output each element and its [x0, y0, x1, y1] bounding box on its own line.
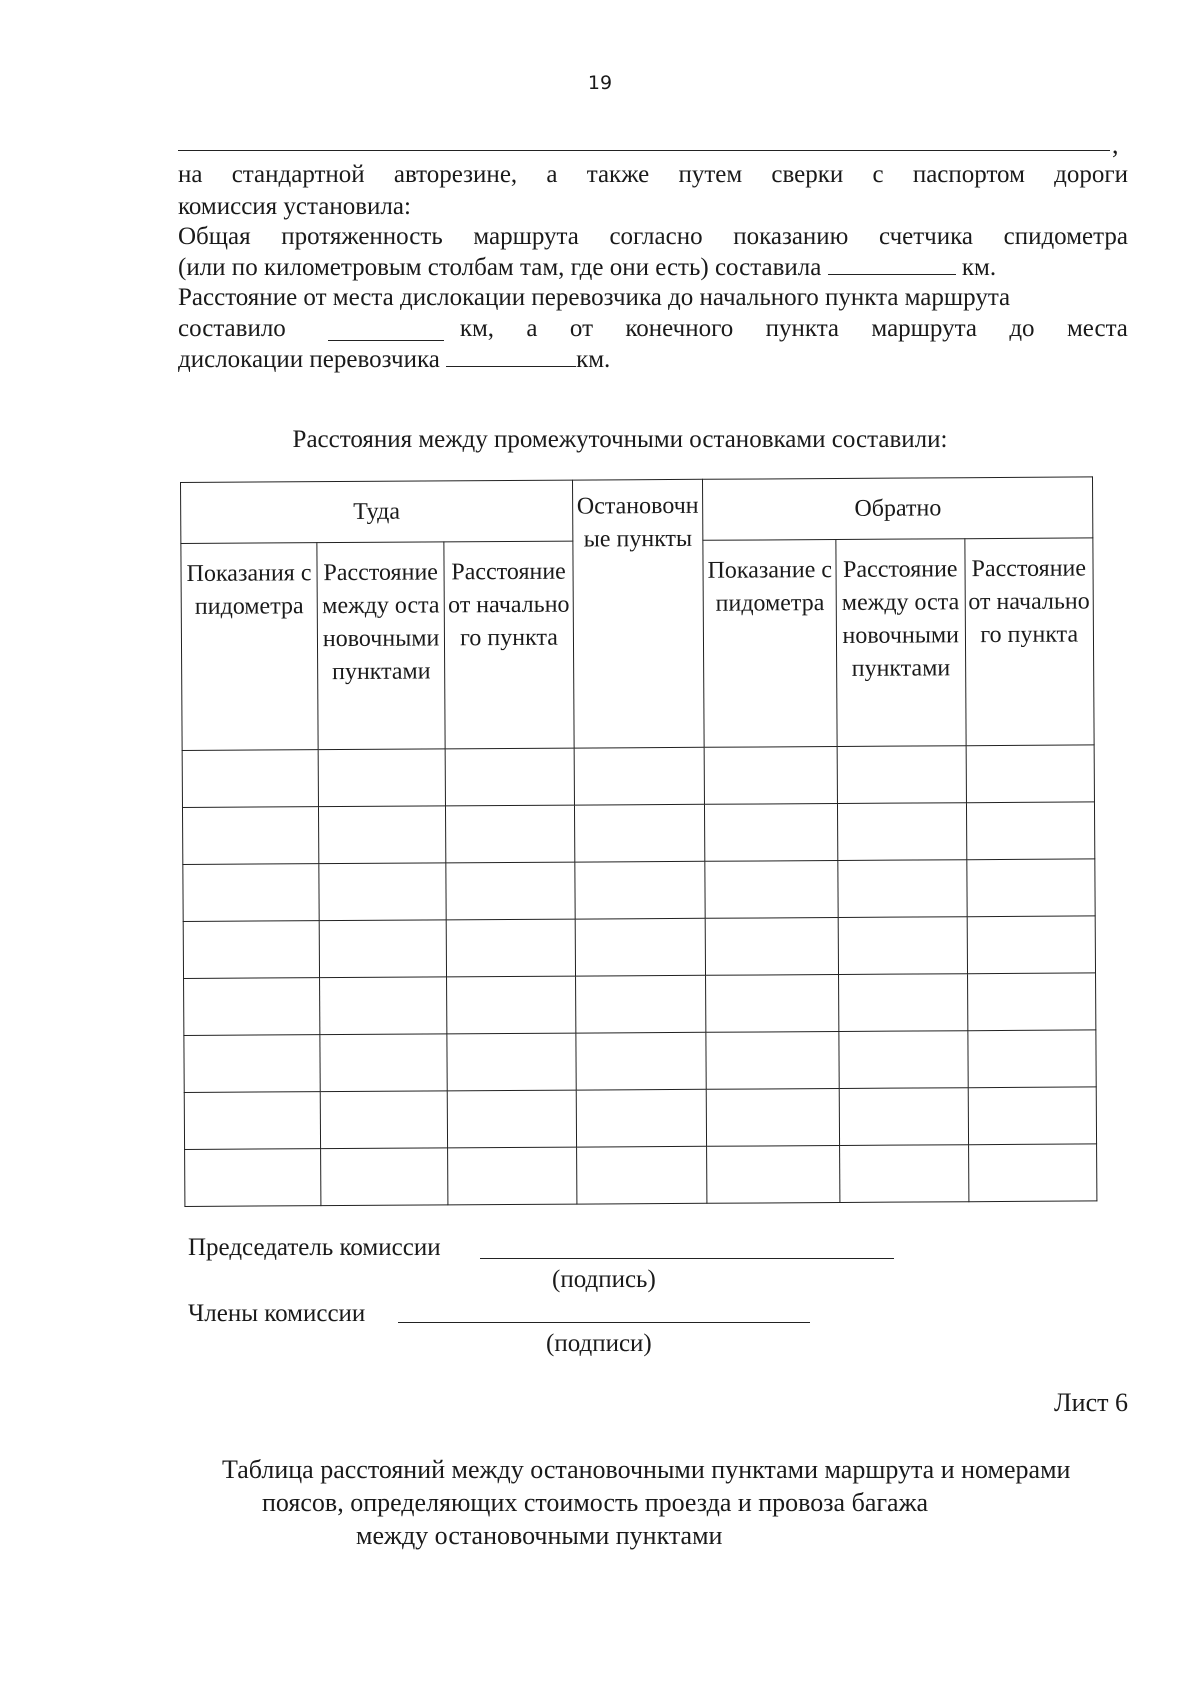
table-group-header-row	[181, 477, 1093, 544]
table-cell	[706, 917, 839, 975]
chairman-signature-line	[480, 1258, 894, 1259]
word: с	[872, 161, 884, 188]
table-cell	[183, 864, 319, 922]
end-distance-blank	[446, 344, 576, 367]
table-cell	[182, 807, 318, 865]
table-cell	[448, 1090, 577, 1148]
word: а	[526, 315, 538, 342]
table-cell	[184, 1092, 320, 1150]
header-there-speedometer: Показания спидометра	[181, 543, 318, 751]
table-cell	[968, 1087, 1097, 1145]
table-cell	[576, 1089, 707, 1147]
table-cell	[967, 973, 1096, 1031]
table-cell	[446, 919, 575, 977]
group-header-there: Туда	[181, 480, 573, 543]
table-cell	[966, 859, 1095, 917]
intro-line-1	[178, 160, 1128, 190]
word: сверки	[771, 161, 844, 188]
table-cell	[447, 976, 576, 1034]
table-cell	[446, 862, 575, 920]
intro-line-6-rest	[460, 314, 1128, 344]
blank-fill-line	[178, 150, 1110, 151]
table-cell	[575, 918, 706, 976]
chairman-note: (подпись)	[552, 1266, 656, 1293]
table-cell	[575, 975, 706, 1033]
table-cell	[966, 802, 1095, 860]
table-cell	[318, 806, 446, 864]
table-cell	[838, 860, 967, 918]
word: согласно	[609, 223, 703, 250]
table-cell	[319, 863, 447, 921]
table-cell	[967, 916, 1096, 974]
table-row	[183, 859, 1095, 922]
table-cell	[704, 746, 837, 804]
chairman-label: Председатель комиссии	[188, 1234, 441, 1261]
word: паспортом	[912, 161, 1025, 188]
word: также	[586, 161, 650, 188]
table-cell	[707, 1088, 840, 1146]
intro-line-3	[178, 222, 1128, 252]
table-cell	[837, 746, 966, 804]
intro-line-4-text: (или по километровым столбам там, где они есть) составила	[178, 254, 822, 281]
table-cell	[445, 748, 574, 806]
table-cell	[967, 1030, 1096, 1088]
table-cell	[321, 1148, 449, 1206]
intro-line-6-start: составило	[178, 315, 286, 342]
word: маршрута	[871, 315, 977, 342]
header-there-between-stops: Расстояние между остановочными пунктами	[317, 542, 446, 750]
table-cell	[705, 803, 838, 861]
word: а	[546, 161, 558, 188]
intro-line-7-unit: км.	[576, 346, 611, 373]
intro-line-7-text: дислокации перевозчика	[178, 346, 440, 373]
header-back-from-start: Расстояние от начального пункта	[964, 538, 1094, 746]
intro-line-4-unit: км.	[961, 254, 997, 281]
word: путем	[678, 161, 743, 188]
word: счетчика	[878, 223, 973, 250]
table-cell	[320, 1091, 448, 1149]
table-cell	[707, 1145, 840, 1203]
group-header-back: Обратно	[703, 477, 1093, 540]
word: показанию	[733, 223, 849, 250]
header-stops: Остановочные пункты	[572, 479, 704, 748]
page-number: 19	[587, 72, 613, 94]
word: конечного	[625, 315, 734, 342]
word: спидометра	[1003, 223, 1128, 250]
table-cell	[185, 1149, 321, 1207]
word: Общая	[178, 223, 251, 250]
table-cell	[706, 1031, 839, 1089]
table-cell	[183, 921, 319, 979]
table-cell	[576, 1032, 707, 1090]
header-back-speedometer: Показание спидометра	[703, 539, 837, 747]
table-row	[182, 745, 1094, 808]
table-cell	[575, 861, 706, 919]
table-cell	[320, 1034, 448, 1092]
table-cell	[574, 747, 705, 805]
members-label: Члены комиссии	[188, 1300, 366, 1327]
table-row	[185, 1144, 1097, 1207]
table-cell	[968, 1144, 1097, 1202]
table-cell	[446, 805, 575, 863]
table-cell	[839, 1088, 968, 1146]
distances-table	[180, 476, 1097, 1207]
table-cell	[576, 1146, 707, 1204]
caption-line-3: между остановочными пунктами	[356, 1521, 723, 1550]
table-row	[184, 973, 1096, 1036]
word: пункта	[765, 315, 840, 342]
table-cell	[184, 978, 320, 1036]
word: дороги	[1054, 161, 1128, 188]
table-row	[184, 1087, 1096, 1150]
word: протяженность	[281, 223, 443, 250]
table-cell	[184, 1035, 320, 1093]
table-cell	[840, 1145, 969, 1203]
table-cell	[318, 749, 446, 807]
caption-line-1: Таблица расстояний между остановочными пунктами маршрута и номерами	[222, 1455, 1071, 1484]
table-row	[184, 1030, 1096, 1093]
start-distance-blank	[328, 318, 444, 341]
caption-line-2: поясов, определяющих стоимость проезда и провоза багажа	[262, 1488, 929, 1517]
word: от	[569, 315, 594, 342]
table-cell	[319, 977, 447, 1035]
table-row	[183, 916, 1095, 979]
intro-line-2: комиссия установила:	[178, 193, 411, 220]
word: км,	[459, 315, 495, 342]
table-cell	[838, 803, 967, 861]
sheet-label: Лист 6	[1054, 1388, 1128, 1417]
table-cell	[182, 750, 318, 808]
table-cell	[839, 1031, 968, 1089]
table-cell	[705, 860, 838, 918]
table-cell	[319, 920, 447, 978]
table-cell	[839, 974, 968, 1032]
header-back-between-stops: Расстояние между остановочными пунктами	[836, 539, 966, 747]
table-cell	[447, 1033, 576, 1091]
table-cell	[448, 1147, 577, 1205]
table-cell	[838, 917, 967, 975]
table-row	[182, 802, 1094, 865]
members-note: (подписи)	[546, 1330, 652, 1357]
table-cell	[574, 804, 705, 862]
word: стандартной	[231, 161, 365, 188]
blank-comma: ,	[1112, 130, 1119, 159]
header-there-from-start: Расстояние от начального пункта	[444, 541, 574, 749]
table-cell	[966, 745, 1095, 803]
intro-line-4	[178, 252, 1128, 283]
word: на	[178, 161, 203, 188]
members-signature-line	[398, 1322, 810, 1323]
intro-line-5: Расстояние от места дислокации перевозчика до начального пункта маршрута	[178, 284, 1011, 311]
table-cell	[706, 974, 839, 1032]
word: места	[1066, 315, 1128, 342]
word: до	[1009, 315, 1035, 342]
table-heading: Расстояния между промежуточными остановками составили:	[292, 426, 948, 453]
word: авторезине,	[393, 161, 518, 188]
intro-line-7	[178, 344, 1128, 375]
total-length-blank	[828, 252, 956, 275]
word: маршрута	[473, 223, 579, 250]
intro-line-6	[178, 314, 1128, 344]
